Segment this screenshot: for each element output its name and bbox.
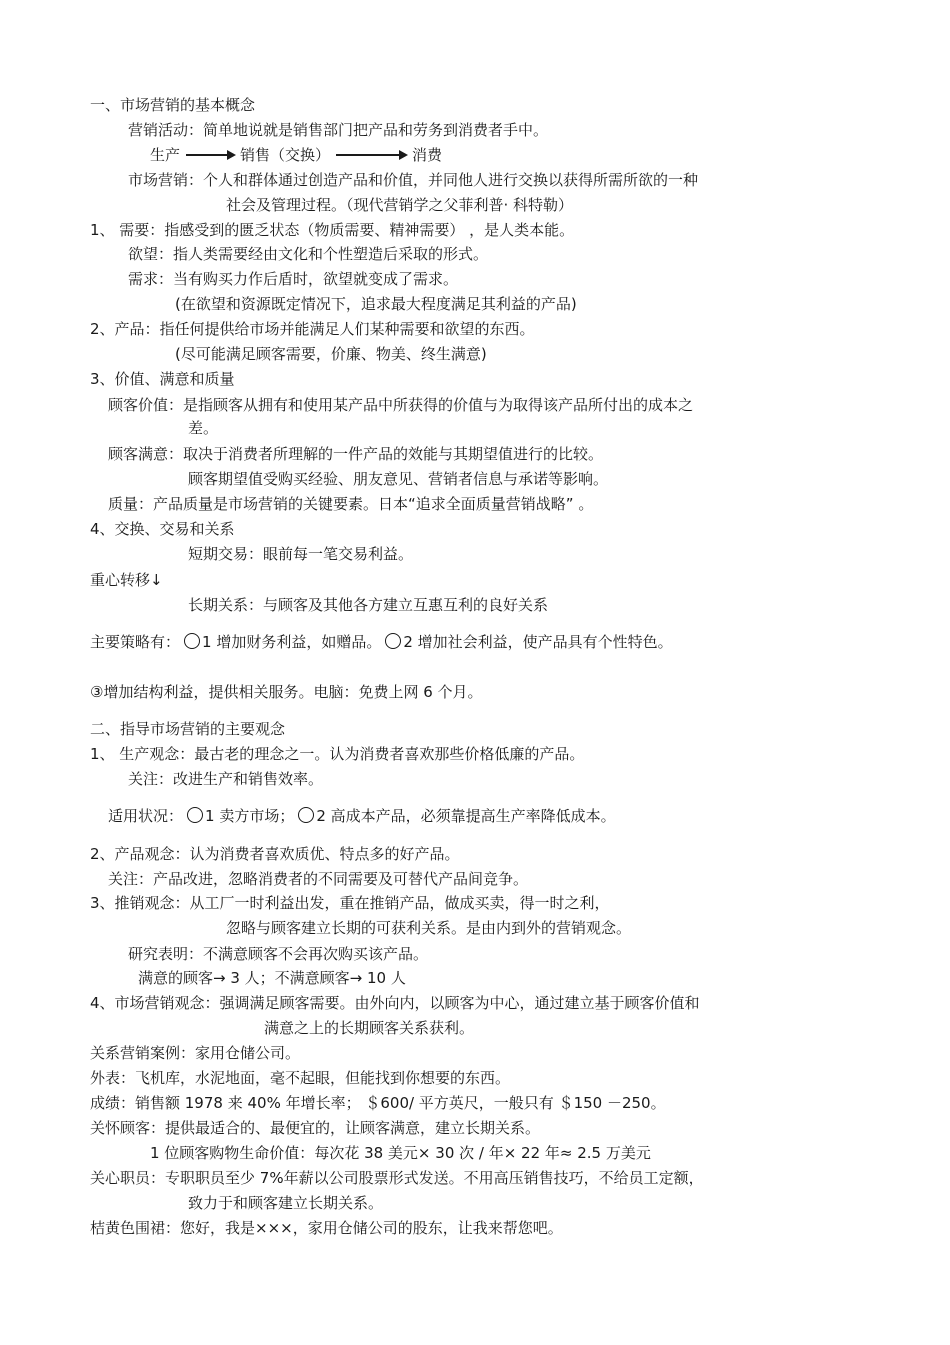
text-line: 重心转移↓: [90, 571, 163, 589]
text-line: 桔黄色围裙：您好，我是×××，家用仓储公司的股东，让我来帮您吧。: [90, 1219, 563, 1237]
text-line: 顾客满意：取决于消费者所理解的一件产品的效能与其期望值进行的比较。: [108, 445, 604, 463]
text-line: 顾客价值：是指顾客从拥有和使用某产品中所获得的价值与为取得该产品所付出的成本之: [108, 396, 694, 414]
strategy-label: 主要策略有：: [90, 633, 181, 651]
flow-diagram: [150, 145, 442, 165]
text-line: 短期交易：眼前每一笔交易利益。: [188, 545, 414, 563]
text-line: 质量：产品质量是市场营销的关键要素。日本“追求全面质量营销战略” 。: [108, 495, 594, 513]
text-line: 欲望：指人类需要经由文化和个性塑造后采取的形式。: [128, 245, 489, 263]
text-line: 满意之上的长期顾客关系获利。: [264, 1019, 475, 1037]
strategy-item-1: 1 增加财务利益，如赠品。: [202, 633, 382, 651]
applicable-item-2: 2 高成本产品，必须靠提高生产率降低成本。: [316, 807, 616, 825]
text-line: 关心职员：专职职员至少 7%年薪以公司股票形式发送。不用高压销售技巧，不给员工定额，: [90, 1169, 704, 1187]
text-line: 市场营销：个人和群体通过创造产品和价值，并同他人进行交换以获得所需所欲的一种: [128, 171, 699, 189]
right-arrow-icon: [186, 154, 234, 156]
flow-step-sales: 销售（交换）: [240, 146, 331, 164]
right-arrow-icon: [336, 154, 406, 156]
text-line: 满意的顾客→ 3 人；不满意顾客→ 10 人: [138, 969, 406, 987]
text-line: 1、 生产观念：最古老的理念之一。认为消费者喜欢那些价格低廉的产品。: [90, 745, 585, 763]
text-line: (在欲望和资源既定情况下，追求最大程度满足其利益的产品): [175, 295, 577, 313]
text-line: 1、 需要：指感受到的匮乏状态（物质需要、精神需要） ，是人类本能。: [90, 221, 575, 239]
text-line: 长期关系：与顾客及其他各方建立互惠互利的良好关系: [188, 596, 549, 614]
subsection-heading: 4、交换、交易和关系: [90, 520, 235, 538]
text-line: 关系营销案例：家用仓储公司。: [90, 1044, 301, 1062]
text-line: 3、推销观念：从工厂一时利益出发，重在推销产品，做成买卖，得一时之利，: [90, 894, 610, 912]
text-line: 社会及管理过程。（现代营销学之父菲利普· 科特勒）: [226, 196, 574, 214]
text-line: 差。: [188, 419, 219, 437]
text-line: 1 位顾客购物生命价值：每次花 38 美元× 30 次 / 年× 22 年≈ 2.5 万美元: [150, 1144, 651, 1162]
circle-marker-icon: [385, 633, 401, 649]
circle-marker-icon: [184, 633, 200, 649]
text-line: 营销活动：简单地说就是销售部门把产品和劳务到消费者手中。: [128, 121, 549, 139]
applicable-line: [108, 806, 616, 826]
text-line: 关怀顾客：提供最适合的、最便宜的，让顾客满意，建立长期关系。: [90, 1119, 541, 1137]
text-line: 关注：产品改进，忽略消费者的不同需要及可替代产品间竞争。: [108, 870, 529, 888]
flow-step-consumption: 消费: [412, 146, 443, 164]
applicable-item-1: 1 卖方市场；: [205, 807, 295, 825]
text-line: 研究表明：不满意顾客不会再次购买该产品。: [128, 945, 429, 963]
text-line: 忽略与顾客建立长期的可获利关系。是由内到外的营销观念。: [226, 919, 632, 937]
text-line: ③增加结构利益，提供相关服务。电脑：免费上网 6 个月。: [90, 683, 483, 701]
text-line: 致力于和顾客建立长期关系。: [188, 1194, 384, 1212]
text-line: 外表：飞机库，水泥地面，毫不起眼，但能找到你想要的东西。: [90, 1069, 511, 1087]
text-line: 顾客期望值受购买经验、朋友意见、营销者信息与承诺等影响。: [188, 470, 609, 488]
section-heading-2: 二、指导市场营销的主要观念: [90, 720, 286, 738]
text-line: 需求：当有购买力作后盾时，欲望就变成了需求。: [128, 270, 459, 288]
text-line: 2、产品观念：认为消费者喜欢质优、特点多的好产品。: [90, 845, 460, 863]
subsection-heading: 3、价值、满意和质量: [90, 370, 235, 388]
strategy-item-2: 2 增加社会利益，使产品具有个性特色。: [403, 633, 673, 651]
circle-marker-icon: [187, 807, 203, 823]
text-line: 4、市场营销观念：强调满足顾客需要。由外向内，以顾客为中心，通过建立基于顾客价值和: [90, 994, 700, 1012]
section-heading-1: 一、市场营销的基本概念: [90, 96, 256, 114]
text-line: 2、产品：指任何提供给市场并能满足人们某种需要和欲望的东西。: [90, 320, 535, 338]
circle-marker-icon: [298, 807, 314, 823]
text-line: 关注：改进生产和销售效率。: [128, 770, 324, 788]
text-line: 成绩：销售额 1978 来 40% 年增长率； ＄600/ 平方英尺，一般只有 ＄150 －250。: [90, 1094, 666, 1112]
applicable-label: 适用状况：: [108, 807, 184, 825]
text-line: (尽可能满足顾客需要，价廉、物美、终生满意): [175, 345, 487, 363]
flow-step-production: 生产: [150, 146, 181, 164]
strategy-line: [90, 632, 673, 652]
